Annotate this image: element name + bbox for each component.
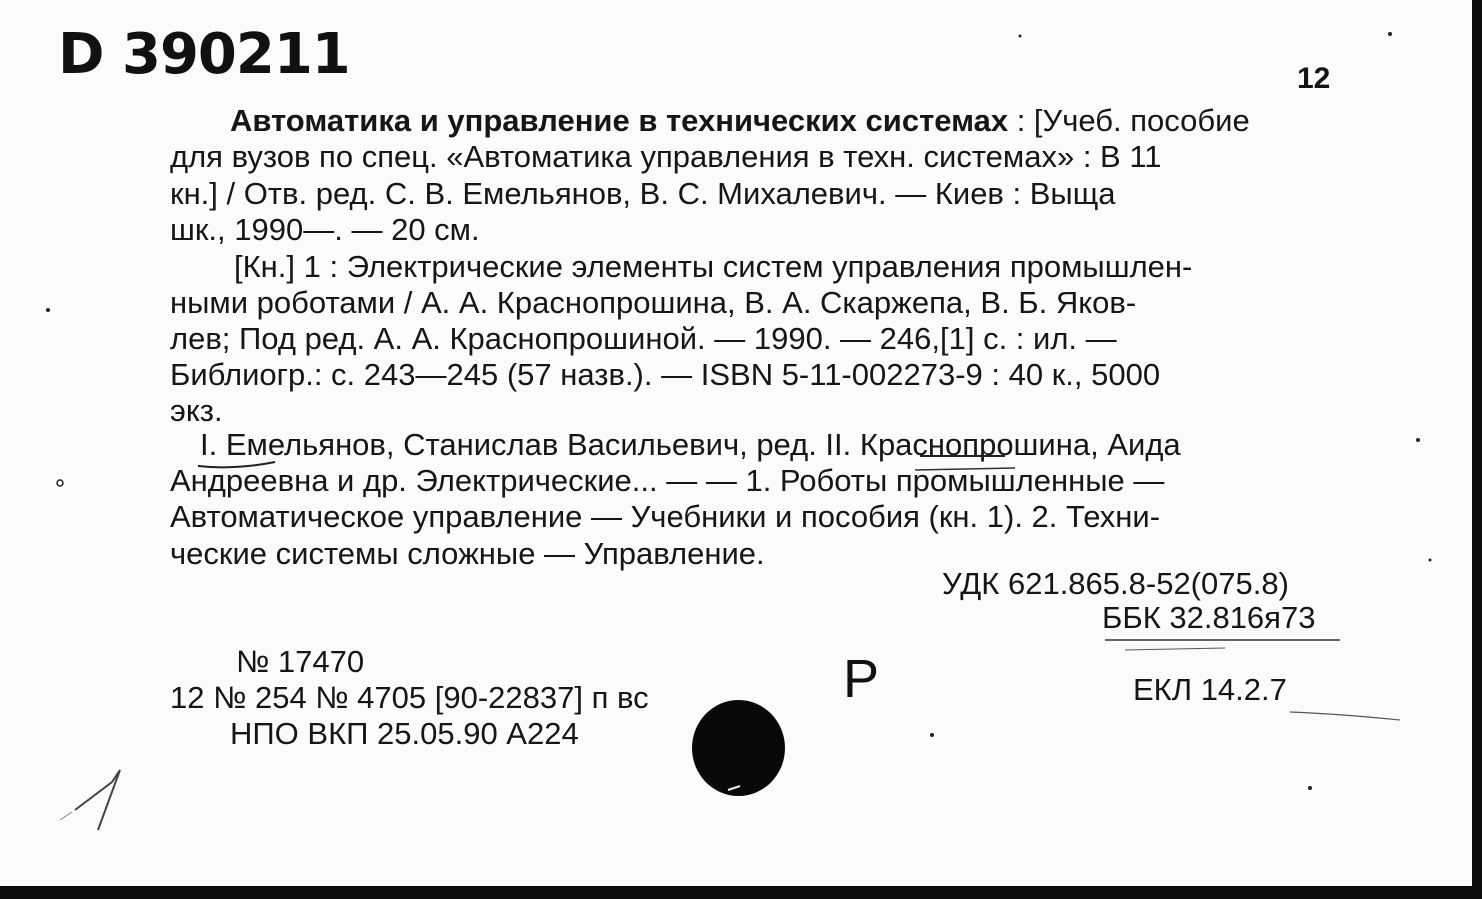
- order-line: 12 № 254 № 4705 [90-22837] п вс: [170, 680, 649, 715]
- speck: [57, 480, 63, 486]
- speck: [46, 308, 50, 312]
- name-underline: [198, 462, 275, 467]
- udk-code: УДК 621.865.8-52(075.8): [942, 566, 1289, 601]
- speck: [1388, 32, 1392, 36]
- record-number: № 17470: [236, 644, 365, 679]
- title-rest: : [Учеб. пособие: [1008, 103, 1250, 138]
- speck: [1429, 559, 1432, 562]
- page-number: 12: [1297, 62, 1331, 95]
- line-4: шк., 1990—. — 20 см.: [170, 212, 480, 247]
- bbk-code: ББК 32.816я73: [1102, 600, 1316, 635]
- speck: [1416, 438, 1420, 442]
- book-title: Автоматика и управление в технических системах: [230, 103, 1009, 138]
- speck: [930, 733, 934, 737]
- line-10: I. Емельянов, Станислав Васильевич, ред. II. Краснопрошина, Аида: [200, 427, 1181, 462]
- speck: [1019, 35, 1022, 38]
- line-12: Автоматическое управление — Учебники и пособия (кн. 1). 2. Техни-: [170, 499, 1161, 534]
- card-code: D 390211: [58, 22, 350, 87]
- ekl-underline: [1290, 712, 1400, 720]
- line-9: экз.: [170, 393, 223, 428]
- line-5: [Кн.] 1 : Электрические элементы систем управления промышлен-: [234, 249, 1193, 284]
- line-6: ными роботами / А. А. Краснопрошина, В. А. Скаржепа, В. Б. Яков-: [170, 285, 1137, 320]
- speck: [1308, 786, 1312, 790]
- line-3: кн.] / Отв. ред. С. В. Емельянов, В. С. Михалевич. — Киев : Выща: [170, 176, 1116, 211]
- line-11: Андреевна и др. Электрические... — — 1. Роботы промышленные —: [170, 463, 1165, 498]
- bbk-underline-2: [1125, 648, 1225, 650]
- scan-edge-right: [1472, 0, 1482, 899]
- line-13: ческие системы сложные — Управление.: [170, 536, 765, 571]
- npo-line: НПО ВКП 25.05.90 А224: [230, 716, 579, 751]
- r-mark: Р: [843, 649, 880, 709]
- blot-tail: [728, 786, 740, 790]
- robots-overline: [915, 468, 1015, 470]
- line-7: лев; Под ред. А. А. Краснопрошиной. — 1990. — 246,[1] с. : ил. —: [170, 321, 1117, 356]
- line-2: для вузов по спец. «Автоматика управления в техн. системах» : В 11: [170, 139, 1162, 174]
- line-8: Библиогр.: с. 243—245 (57 назв.). — ISBN 5-11-002273-9 : 40 к., 5000: [170, 357, 1161, 392]
- handwritten-mark: [60, 770, 120, 830]
- ekl-code: ЕКЛ 14.2.7: [1133, 672, 1287, 707]
- scan-edge-bottom: [0, 886, 1482, 899]
